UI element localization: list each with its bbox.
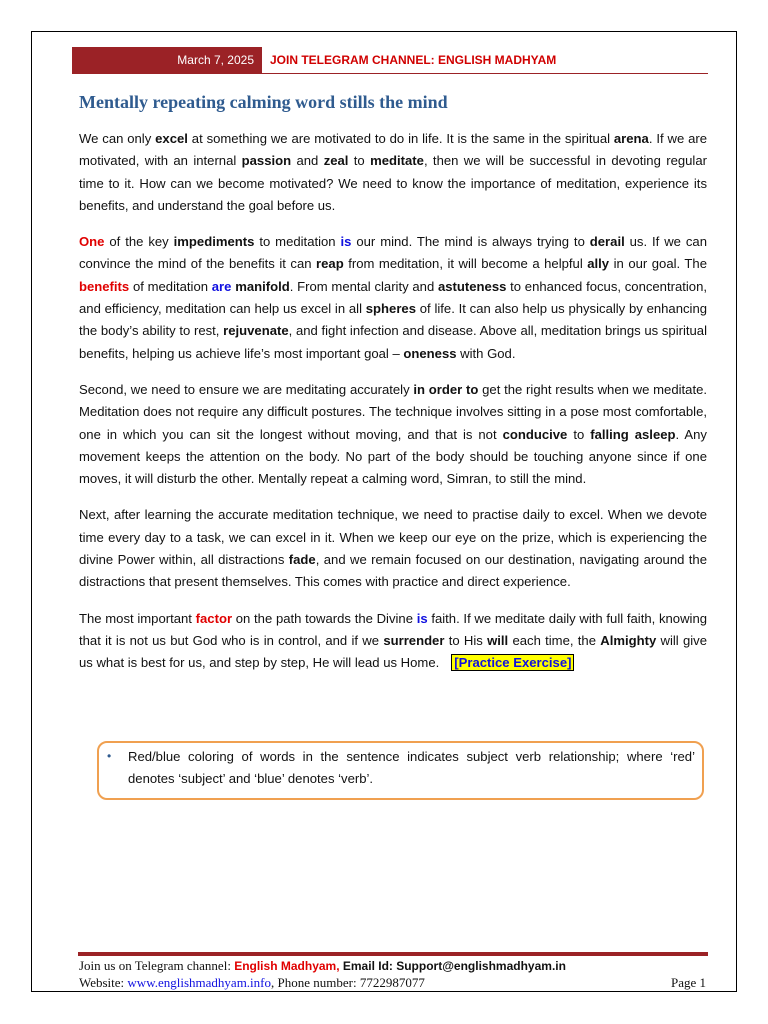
article-title: Mentally repeating calming word stills the mind <box>79 92 448 112</box>
paragraph-4: Next, after learning the accurate meditation technique, we need to practise daily to excel. When we devote time every day to a task, we can excel in it. When we keep our eye on the prize, which is experiencing the divine Power within, all distractions fade, and we remain focused on our destination, navigating around the distractions that present themselves. This comes with practice and direct experience. <box>79 507 707 590</box>
paragraph-3: Second, we need to ensure we are meditating accurately in order to get the right results when we meditate. Meditation does not require any difficult postures. The technique involves sitting in a pose most comfortable, one in which you can sit the longest without moving, and that is not conducive to falling asleep. Any movement keeps the attention on the body. No part of the body should be touching anyone since if one moves, it will disturb the other. Mentally repeat a calming word, Simran, to still the mind. <box>79 381 707 487</box>
paragraph-5: The most important factor on the path towards the Divine is faith. If we meditate daily with full faith, knowing that it is not us but God who is in control, and if we surrender to His will each time, the Almighty will give us what is best for us, and step by step, He will lead us Home. [Practice Exercise] <box>79 610 708 671</box>
footer-line-2: Website: www.englishmadhyam.info, Phone number: 7722987077 <box>79 975 425 990</box>
verb-word: is <box>340 234 352 250</box>
header-date: March 7, 2025 <box>72 47 262 74</box>
footer-line-1: Join us on Telegram channel: English Madhyam, Email Id: Support@englishmadhyam.in <box>79 958 566 973</box>
paragraph-2: One of the key impediments to meditation is our mind. The mind is always trying to derail us. If we can convince the mind of the benefits it can reap from meditation, it will become a helpful ally in our goal. The benefits of meditation are manifold. From mental clarity and astuteness to enhanced focus, concentration, and efficiency, meditation can help us excel in all spheres of life. It can also help us physically by enhancing the body’s ability to rest, rejuvenate, and fight infection and disease. Above all, meditation brings us spiritual benefits, helping us achieve life’s most important goal – oneness with God. <box>79 234 708 361</box>
telegram-banner: JOIN TELEGRAM CHANNEL: ENGLISH MADHYAM <box>270 53 557 67</box>
article-body <box>79 128 707 689</box>
header-rule <box>72 73 708 74</box>
paragraph-1: We can only excel at something we are motivated to do in life. It is the same in the spiritual arena. If we are motivated, with an internal passion and zeal to meditate, then we will be successful in devoting regular time to it. How can we become motivated? We need to know the importance of meditation, experience its benefits, and understand the goal before us. <box>79 131 708 213</box>
bullet-icon: • <box>107 749 112 763</box>
channel-name: English Madhyam, <box>234 959 340 973</box>
note-box <box>97 741 704 800</box>
subject-word: One <box>79 234 105 250</box>
verb-word: is <box>416 610 428 626</box>
subject-word: benefits <box>79 278 130 294</box>
page-number: Page 1 <box>670 975 706 990</box>
header <box>72 47 708 74</box>
subject-word: factor <box>195 610 233 626</box>
footer-phone: , Phone number: 7722987077 <box>271 975 425 990</box>
note-text: Red/blue coloring of words in the sentence indicates subject verb relationship; where ‘red’ denotes ‘subject’ and ‘blue’ denotes ‘verb’. <box>128 749 695 786</box>
practice-exercise-link[interactable]: [Practice Exercise] <box>451 654 574 671</box>
website-link[interactable]: www.englishmadhyam.info <box>127 975 271 990</box>
verb-word: are <box>211 278 232 294</box>
footer-email: Email Id: Support@englishmadhyam.in <box>339 959 566 973</box>
footer-rule <box>78 952 708 956</box>
